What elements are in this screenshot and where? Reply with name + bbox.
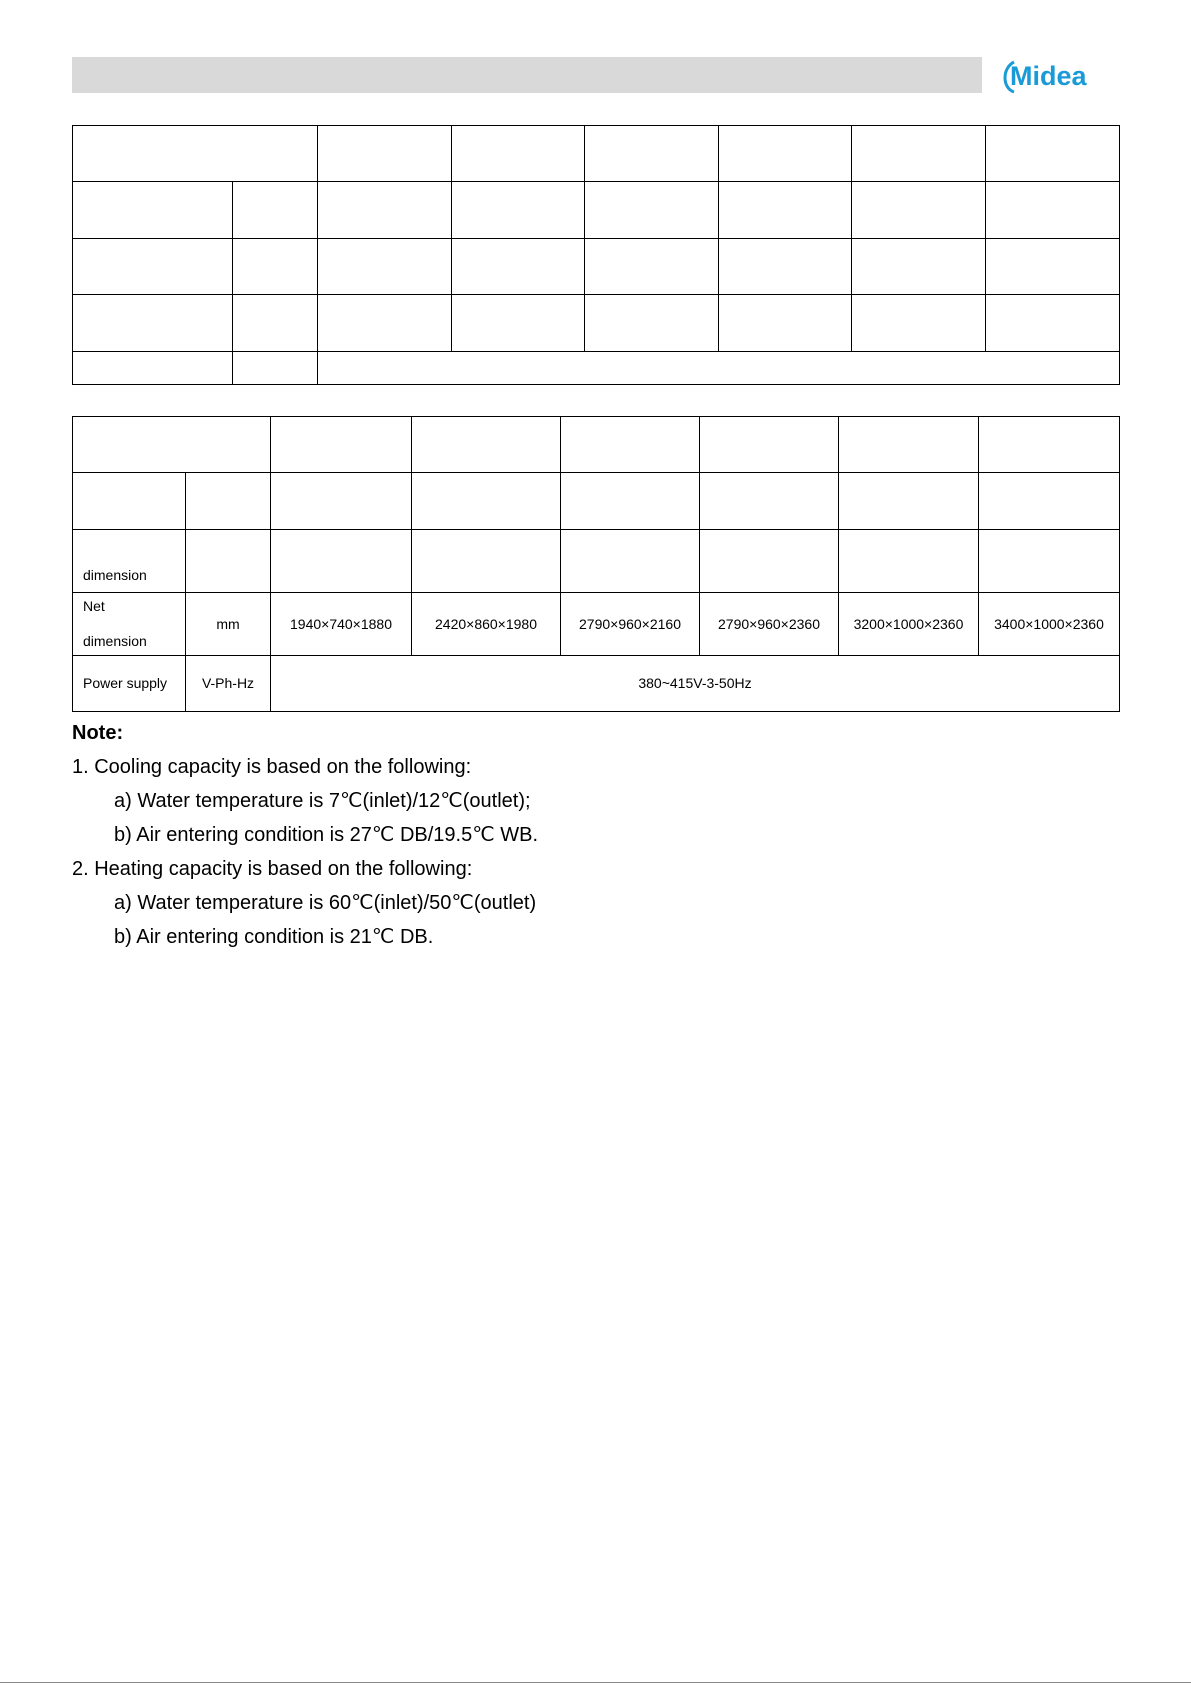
table-row: [73, 182, 1120, 239]
table-cell: [452, 182, 585, 239]
table-cell: [73, 182, 233, 239]
power-supply-unit: V-Ph-Hz: [186, 656, 271, 712]
table-cell: [271, 417, 412, 473]
table-cell: [452, 239, 585, 295]
table-row: [73, 530, 1120, 593]
note-item: a) Water temperature is 60℃(inlet)/50℃(outlet): [114, 892, 537, 914]
table-cell: [986, 182, 1120, 239]
table-row: [73, 126, 1120, 182]
table-cell: [73, 352, 233, 385]
table-row: [73, 295, 1120, 352]
table-cell: [852, 126, 986, 182]
midea-logo: [1000, 52, 1104, 100]
table-cell: [719, 182, 852, 239]
note-item: 1. Cooling capacity is based on the following:: [72, 756, 472, 778]
power-supply-label: Power supply: [73, 656, 186, 712]
table-cell: [233, 239, 318, 295]
table-row: [73, 239, 1120, 295]
dimension-label: dimension: [73, 530, 186, 593]
table-cell: [73, 417, 271, 473]
midea-logo-icon: [1000, 52, 1104, 100]
table-cell: [186, 530, 271, 593]
svg-text:Midea: Midea: [1010, 61, 1087, 91]
table-cell: [719, 126, 852, 182]
table-cell: [852, 182, 986, 239]
net-dimension-value: 3400×1000×2360: [979, 593, 1120, 656]
table-cell: [412, 473, 561, 530]
table-cell: [271, 530, 412, 593]
table-row: [73, 417, 1120, 473]
table-cell: [412, 417, 561, 473]
table-cell: [986, 239, 1120, 295]
power-supply-value: 380~415V-3-50Hz: [271, 656, 1120, 712]
table-cell: [979, 417, 1120, 473]
spec-table-1: [72, 125, 1120, 385]
power-supply-row: [73, 656, 1120, 712]
table-cell: [979, 530, 1120, 593]
table-cell: [852, 295, 986, 352]
page-bottom-rule: [0, 1682, 1191, 1683]
table-cell: [318, 352, 1120, 385]
net-dimension-label-line1: Net: [83, 598, 105, 615]
table-cell: [719, 239, 852, 295]
table-cell: [271, 473, 412, 530]
table-cell: [986, 295, 1120, 352]
header-bar: [72, 57, 982, 93]
note-item: b) Air entering condition is 21℃ DB.: [114, 926, 434, 948]
table-cell: [585, 182, 719, 239]
table-cell: [73, 295, 233, 352]
table-cell: [452, 295, 585, 352]
net-dimension-value: 1940×740×1880: [271, 593, 412, 656]
table-cell: [979, 473, 1120, 530]
table-row: [73, 352, 1120, 385]
table-cell: [318, 295, 452, 352]
table-cell: [839, 530, 979, 593]
table-cell: [233, 352, 318, 385]
table-cell: [318, 182, 452, 239]
table-cell: [73, 473, 186, 530]
net-dimension-value: 2790×960×2160: [561, 593, 700, 656]
table-cell: [700, 530, 839, 593]
table-cell: [585, 295, 719, 352]
net-dimension-value: 2420×860×1980: [412, 593, 561, 656]
table-cell: [73, 239, 233, 295]
table-cell: [700, 417, 839, 473]
table-cell: [233, 295, 318, 352]
net-dimension-label-line2: dimension: [83, 633, 147, 649]
table-cell: [839, 417, 979, 473]
table-cell: [585, 239, 719, 295]
note-item: b) Air entering condition is 27℃ DB/19.5℃ WB.: [114, 824, 539, 846]
table-cell: [561, 473, 700, 530]
table-cell: [452, 126, 585, 182]
table-cell: [186, 473, 271, 530]
table-cell: [719, 295, 852, 352]
table-row: [73, 473, 1120, 530]
net-dimension-value: 2790×960×2360: [700, 593, 839, 656]
net-dimension-row: [73, 593, 1120, 656]
table-cell: [318, 239, 452, 295]
net-dimension-value: 3200×1000×2360: [839, 593, 979, 656]
table-cell: [585, 126, 719, 182]
spec-table-2: [72, 416, 1120, 712]
table-cell: [73, 126, 318, 182]
table-cell: [852, 239, 986, 295]
notes-section: [72, 716, 538, 954]
table-cell: [561, 530, 700, 593]
table-cell: [412, 530, 561, 593]
table-cell: [839, 473, 979, 530]
table-cell: [986, 126, 1120, 182]
net-dimension-unit: mm: [186, 593, 271, 656]
table-cell: [561, 417, 700, 473]
net-dimension-label: [73, 593, 186, 656]
table-cell: [233, 182, 318, 239]
table-cell: [318, 126, 452, 182]
notes-title: Note:: [72, 722, 124, 744]
note-item: 2. Heating capacity is based on the following:: [72, 858, 473, 880]
table-cell: [700, 473, 839, 530]
note-item: a) Water temperature is 7℃(inlet)/12℃(outlet);: [114, 790, 531, 812]
